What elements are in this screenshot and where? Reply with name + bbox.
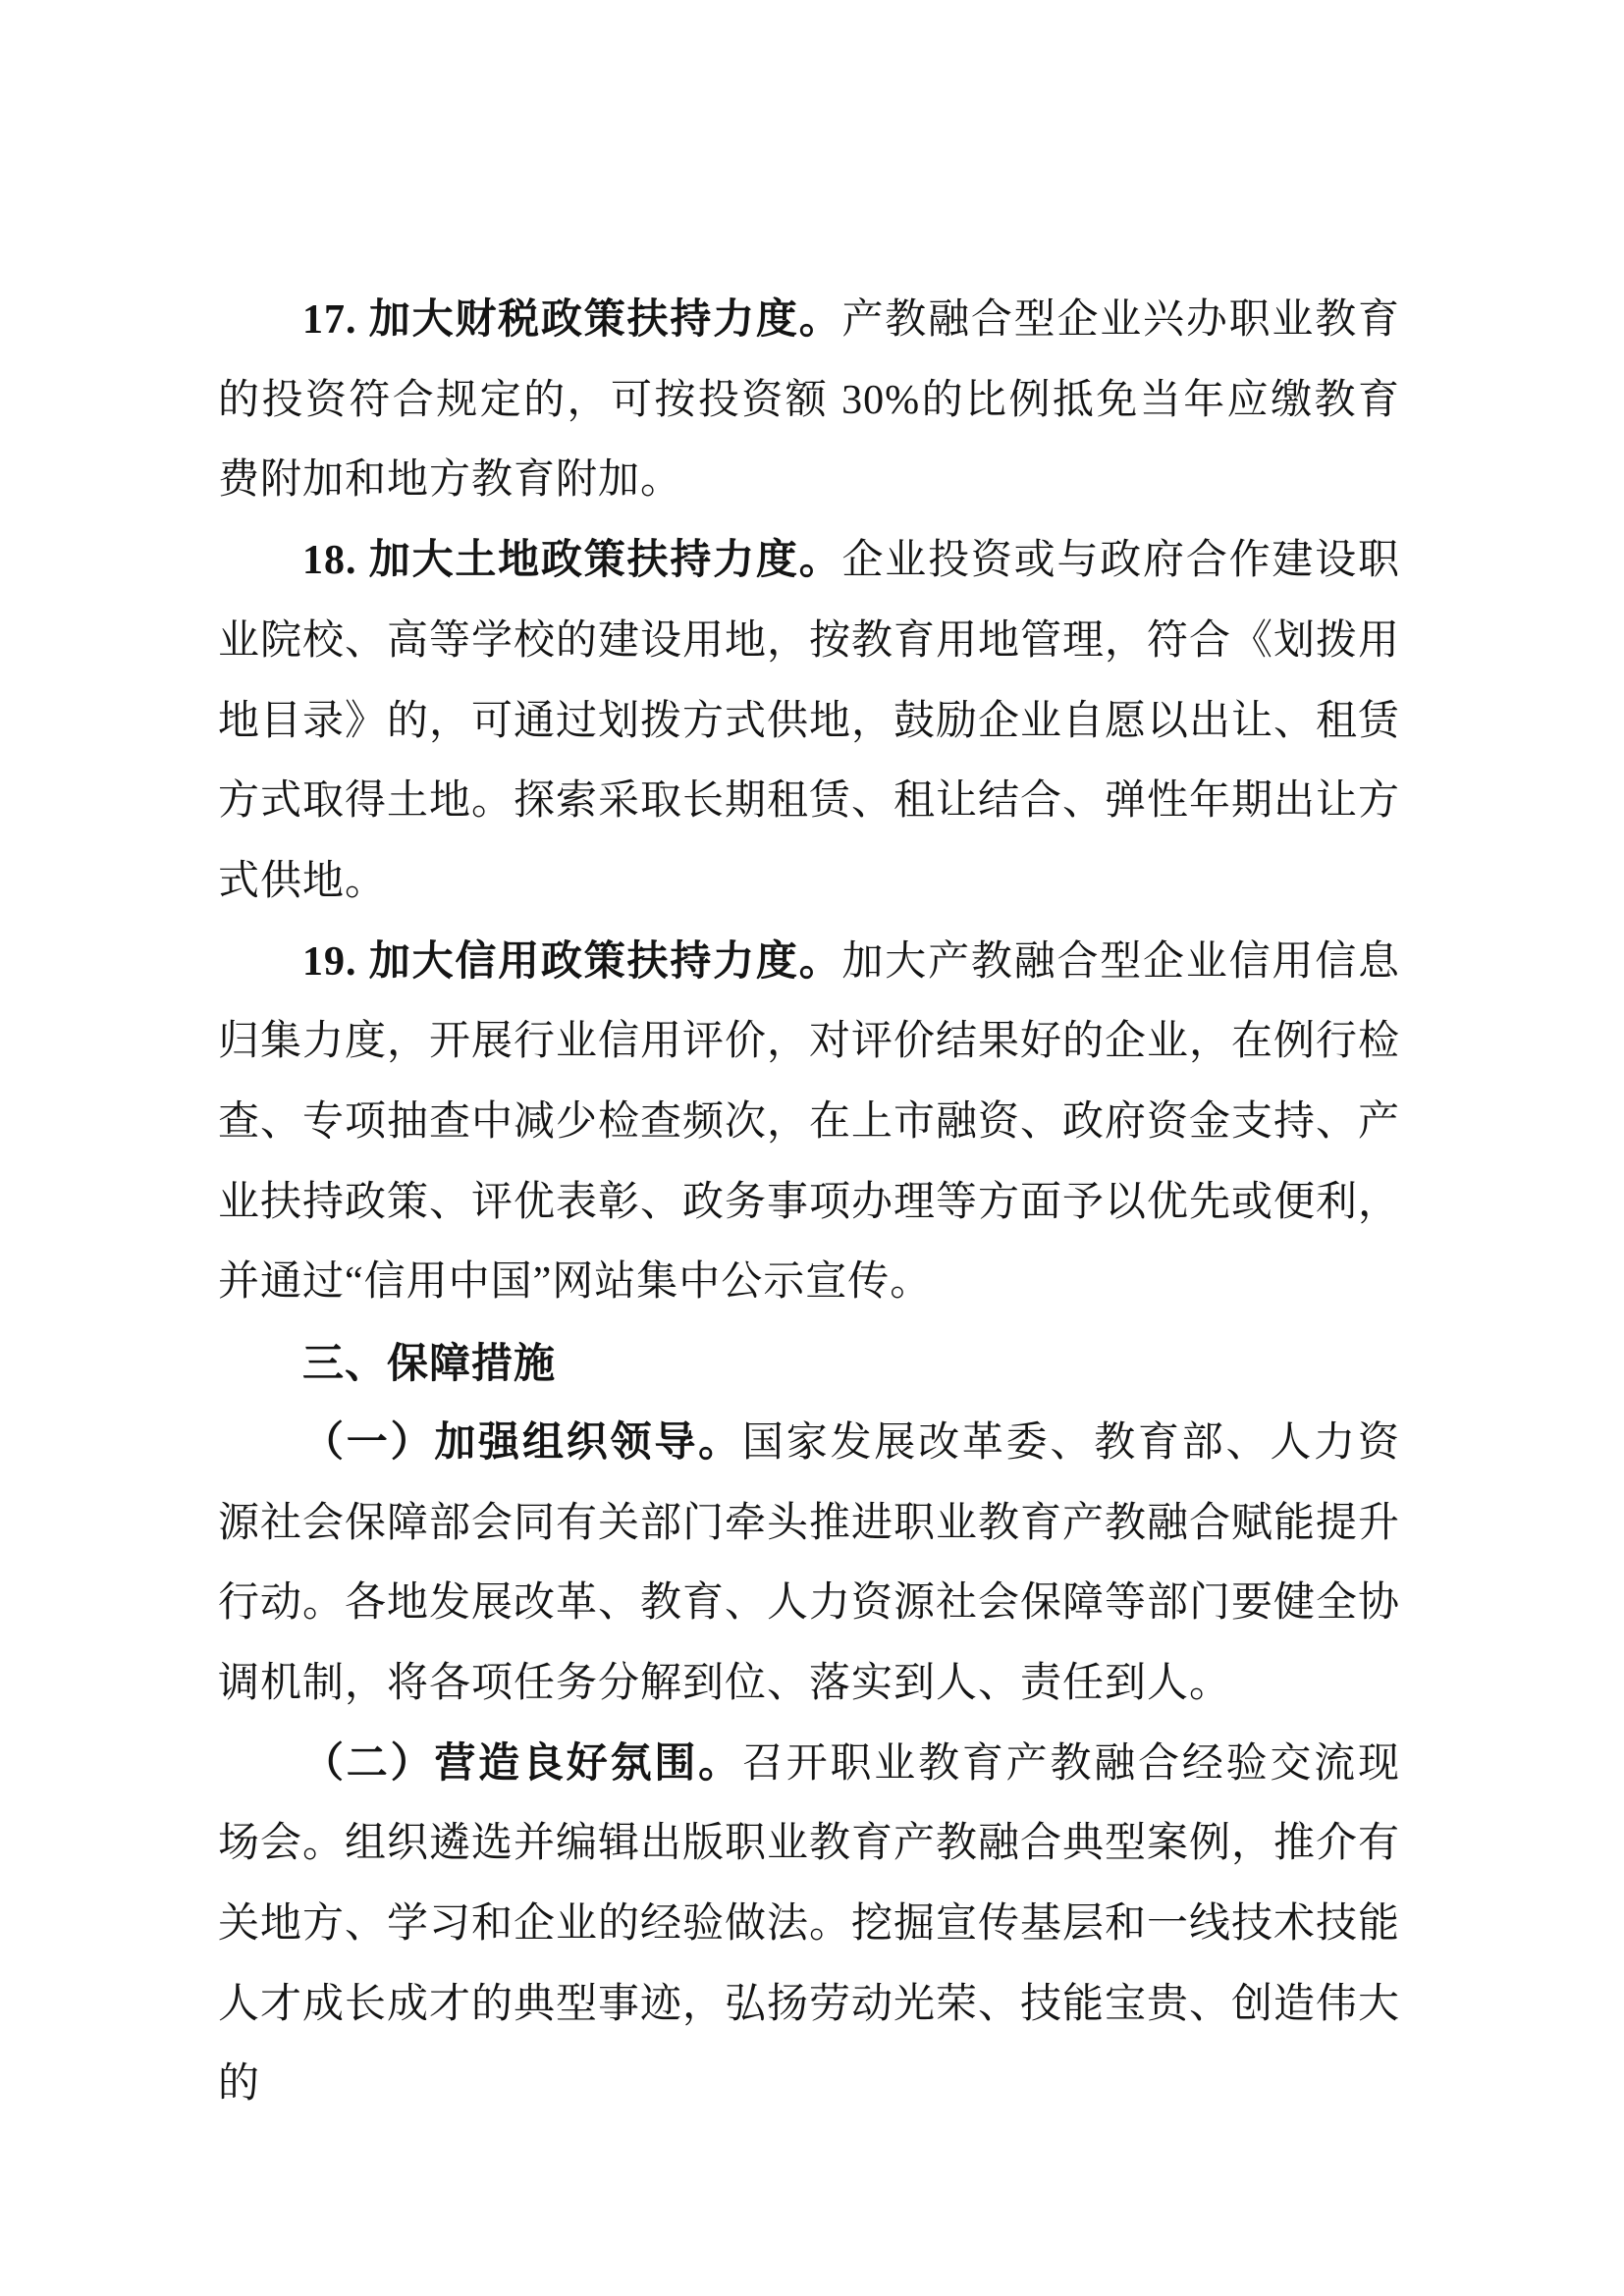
- paragraph: [218, 1725, 1400, 2126]
- paragraph: [218, 1404, 1400, 1725]
- run-emphasis: 三、保障措施: [302, 1340, 557, 1387]
- run-emphasis: 19. 加大信用政策扶持力度。: [302, 938, 842, 985]
- paragraph: [218, 923, 1400, 1324]
- run-emphasis: （一）加强组织领导。: [302, 1419, 742, 1466]
- run-emphasis: 17. 加大财税政策扶持力度。: [302, 297, 842, 343]
- run-text: 国家发展改革委、教育部、人力资源社会保障部会同有关部门牵头推进职业教育产教融合赋能提升行动。各地发展改革、教育、人力资源社会保障等部门要健全协调机制，将各项任务分解到位、落实到人、责任到人。: [218, 1419, 1401, 1706]
- run-text: 召开职业教育产教融合经验交流现场会。组织遴选并编辑出版职业教育产教融合典型案例，推介有关地方、学习和企业的经验做法。挖掘宣传基层和一线技术技能人才成长成才的典型事迹，弘扬劳动光荣、技能宝贵、创造伟大的: [218, 1740, 1401, 2108]
- paragraph: [218, 281, 1400, 521]
- paragraph: [218, 521, 1400, 923]
- run-text: 企业投资或与政府合作建设职业院校、高等学校的建设用地，按教育用地管理，符合《划拨用地目录》的，可通过划拨方式供地，鼓励企业自愿以出让、租赁方式取得土地。探索采取长期租赁、租让结合、弹性年期出让方式供地。: [218, 538, 1401, 904]
- run-text: 产教融合型企业兴办职业教育的投资符合规定的，可按投资额 30%的比例抵免当年应缴教育费附加和地方教育附加。: [218, 297, 1400, 504]
- run-emphasis: （二）营造良好氛围。: [302, 1740, 742, 1787]
- run-emphasis: 18. 加大土地政策扶持力度。: [302, 538, 842, 584]
- document-body: [218, 281, 1400, 2125]
- run-text: 加大产教融合型企业信用信息归集力度，开展行业信用评价，对评价结果好的企业，在例行检查、专项抽查中减少检查频次，在上市融资、政府资金支持、产业扶持政策、评优表彰、政务事项办理等方面予以优先或便利，并通过“信用中国”网站集中公示宣传。: [218, 938, 1401, 1306]
- section-heading: [218, 1323, 1400, 1404]
